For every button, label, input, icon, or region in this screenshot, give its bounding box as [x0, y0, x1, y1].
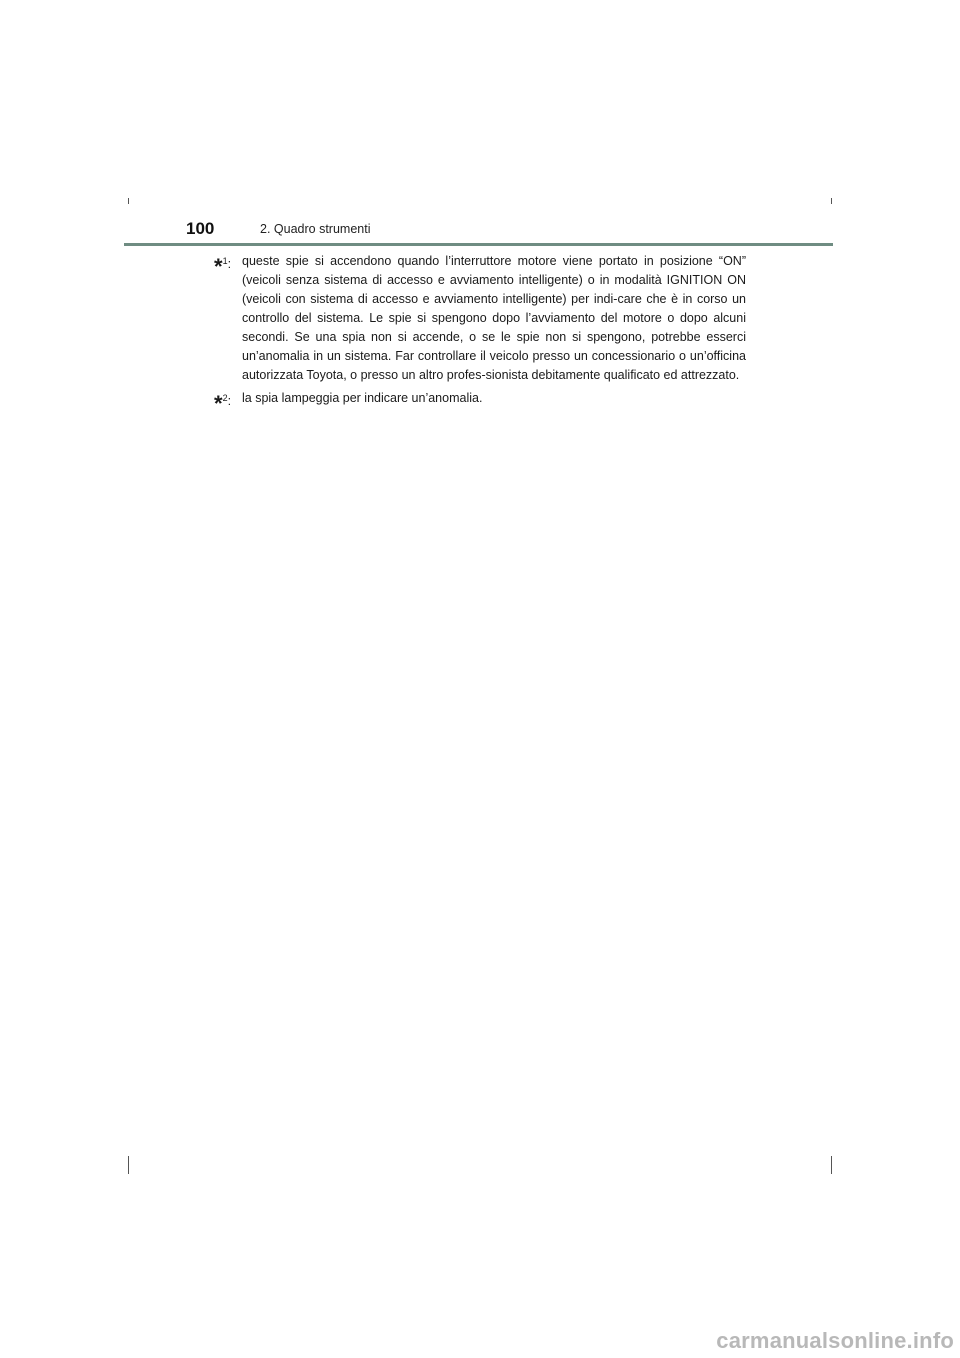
- crop-mark-bottom-right: [831, 1156, 832, 1174]
- page-number: 100: [186, 219, 215, 238]
- crop-mark-bottom-left: [128, 1156, 129, 1174]
- footnotes-block: [214, 252, 746, 415]
- footnote-marker: [214, 252, 242, 279]
- footnote-text: la spia lampeggia per indicare un’anomalia.: [242, 391, 483, 405]
- section-title: 2. Quadro strumenti: [260, 222, 371, 236]
- footnote-number: 2: [222, 393, 228, 403]
- footnote-number: 1: [222, 256, 228, 266]
- crop-mark-top-right: [831, 198, 832, 204]
- footnote-1: [214, 252, 746, 385]
- footnote-separator: :: [227, 394, 232, 408]
- footnote-separator: :: [227, 257, 232, 271]
- asterisk-icon: *: [214, 391, 223, 416]
- footnote-marker: [214, 389, 242, 416]
- crop-mark-top-left: [128, 198, 129, 204]
- header-divider: [124, 243, 833, 246]
- asterisk-icon: *: [214, 254, 223, 279]
- footnote-2: [214, 389, 746, 416]
- footnote-text: queste spie si accendono quando l’interruttore motore viene portato in posizione “ON” (veicoli senza sistema di accesso e avviamento intelligente) o in modalità IGNITION ON (veicoli con sistema di accesso e avviamento intelligente) per indi-care che è in corso un controllo del sistema. Le spie si spengono dopo l’avviamento del motore o dopo alcuni secondi. Se una spia non si accende, o se le spie non si spengono, potrebbe esserci un’anomalia in un sistema. Far controllare il veicolo presso un concessionario o un’officina autorizzata Toyota, o presso un altro profes-sionista debitamente qualificato ed attrezzato.: [242, 254, 746, 382]
- watermark: carmanualsonline.info: [716, 1328, 954, 1353]
